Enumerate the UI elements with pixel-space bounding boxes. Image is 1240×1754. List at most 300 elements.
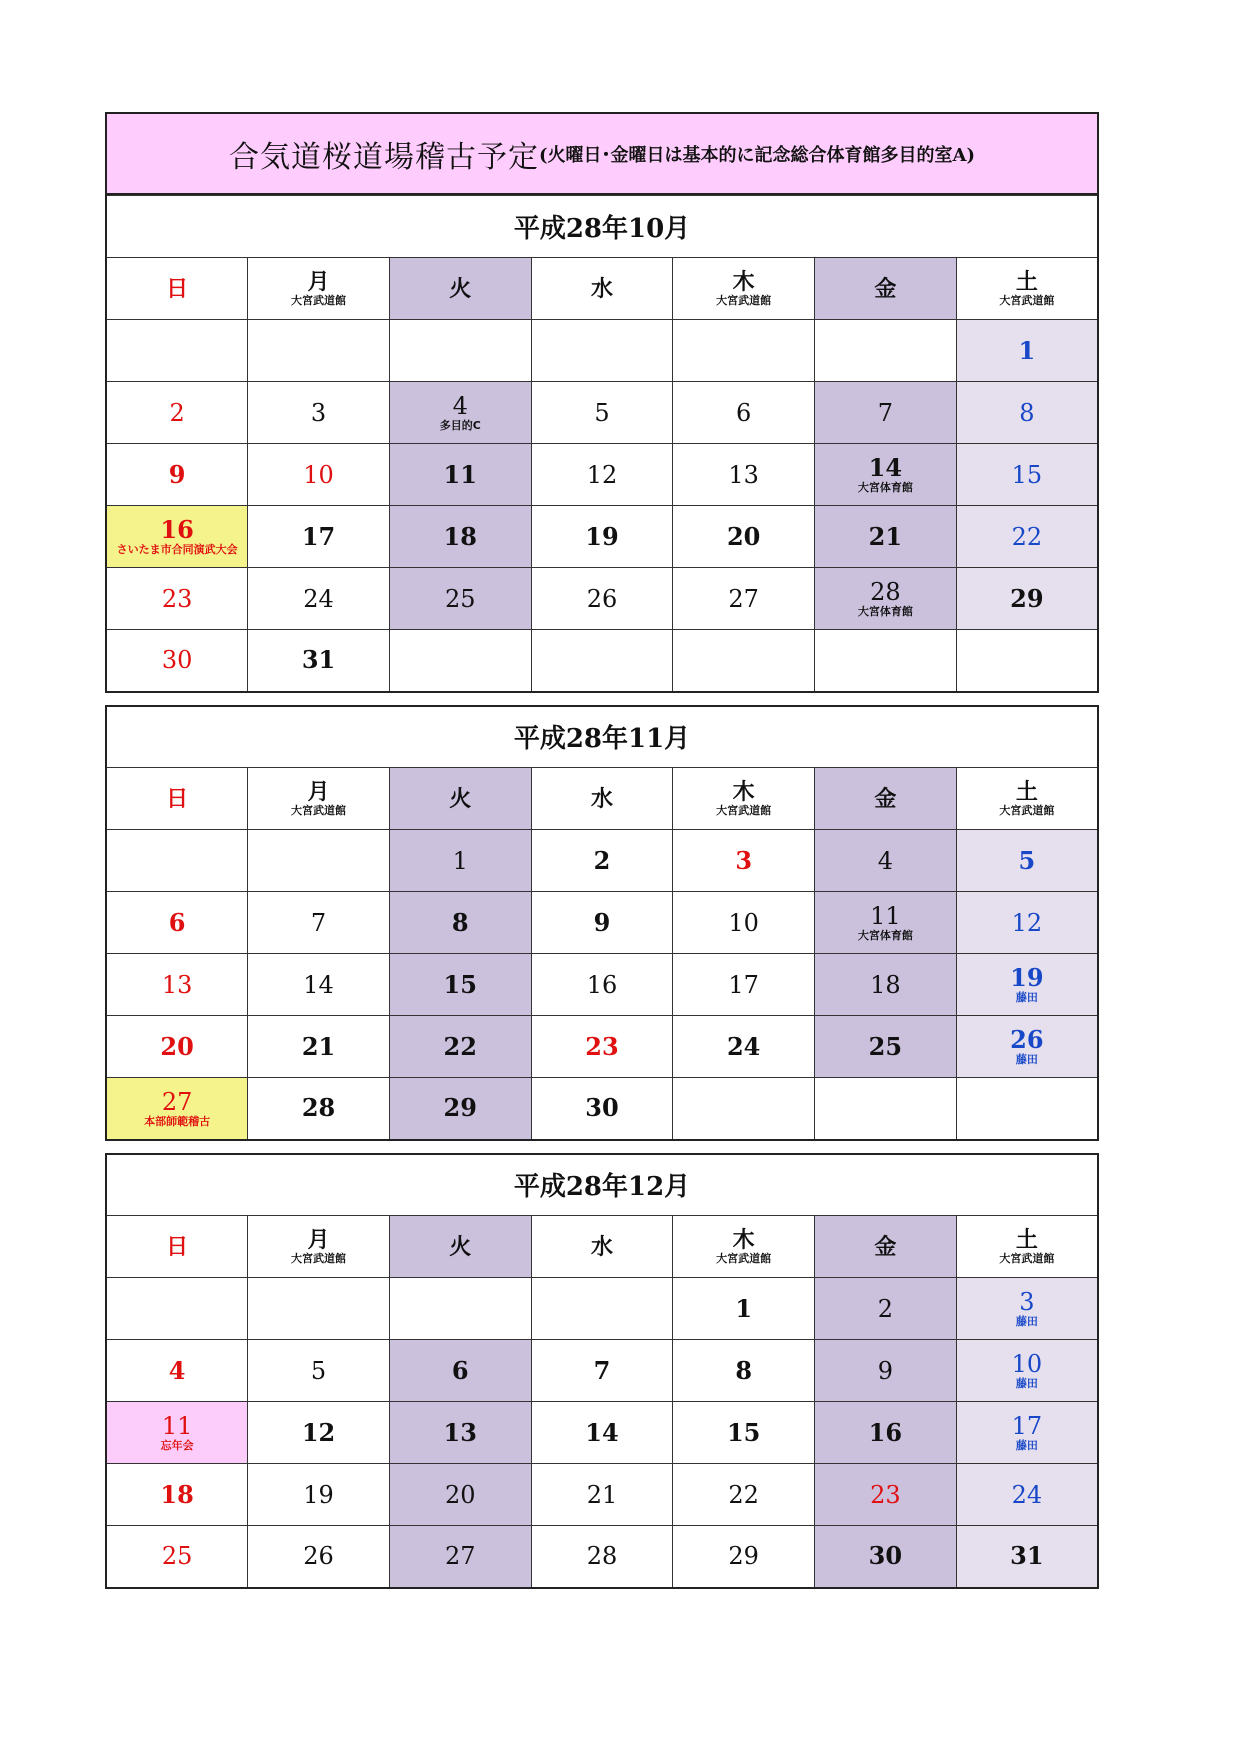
empty-day-cell (531, 630, 673, 692)
day-number: 6 (451, 1355, 469, 1385)
day-number: 30 (868, 1541, 903, 1571)
day-cell (815, 382, 957, 444)
day-cell (815, 1526, 957, 1588)
page-subtitle: (火曜日･金曜日は基本的に記念総合体育館多目的室A) (539, 144, 975, 166)
empty-day-cell (106, 1278, 248, 1340)
day-cell (389, 1526, 531, 1588)
weekday-label: 金 (874, 785, 897, 812)
weekday-header (389, 768, 531, 830)
day-number: 10 (728, 908, 759, 937)
day-cell (389, 568, 531, 630)
empty-day-cell (106, 320, 248, 382)
day-note: 藤田 (1015, 991, 1038, 1004)
weekday-venue-note: 大宮武道館 (291, 294, 347, 307)
day-cell (106, 1078, 248, 1140)
day-cell (956, 1464, 1098, 1526)
day-number: 18 (443, 521, 477, 551)
day-cell (106, 444, 248, 506)
day-cell (673, 1016, 815, 1078)
day-cell (531, 1078, 673, 1140)
empty-day-cell (673, 1078, 815, 1140)
day-cell (106, 1402, 248, 1464)
day-cell (673, 568, 815, 630)
day-cell (106, 1526, 248, 1588)
weekday-venue-note: 大宮武道館 (999, 294, 1055, 307)
day-number: 21 (586, 1480, 618, 1509)
day-number: 5 (310, 1356, 327, 1385)
weekday-label: 水 (590, 1233, 613, 1260)
day-number: 30 (585, 1093, 619, 1123)
week-row (106, 1526, 1098, 1588)
day-number: 18 (160, 1479, 194, 1509)
weekday-label: 金 (874, 1233, 897, 1260)
day-number: 1 (1018, 335, 1036, 365)
weekday-header (389, 1216, 531, 1278)
day-cell (531, 568, 673, 630)
day-number: 12 (301, 1417, 336, 1447)
day-cell (956, 320, 1098, 382)
day-number: 9 (877, 1356, 893, 1385)
empty-day-cell (389, 630, 531, 692)
day-note: 藤田 (1015, 1053, 1038, 1066)
day-cell (815, 1464, 957, 1526)
weekday-label: 月 (307, 269, 330, 295)
weekday-header (531, 258, 673, 320)
day-number: 24 (726, 1031, 761, 1061)
day-number: 21 (301, 1031, 336, 1061)
day-number: 13 (161, 970, 193, 999)
day-cell (389, 1402, 531, 1464)
day-number: 2 (877, 1294, 893, 1323)
day-cell (106, 1464, 248, 1526)
day-number: 29 (1010, 583, 1044, 613)
day-cell (956, 568, 1098, 630)
title-banner (105, 112, 1099, 195)
day-number: 1 (452, 846, 468, 875)
day-note: 藤田 (1015, 1377, 1038, 1390)
day-number: 20 (160, 1031, 194, 1061)
month-gap (105, 1141, 1099, 1153)
day-cell (531, 382, 673, 444)
day-cell (673, 892, 815, 954)
day-number: 10 (303, 460, 334, 489)
day-cell (531, 1402, 673, 1464)
day-cell (673, 506, 815, 568)
day-cell (531, 1340, 673, 1402)
day-number: 5 (1018, 845, 1036, 875)
day-number: 8 (1019, 398, 1035, 427)
day-number: 8 (735, 1355, 753, 1385)
day-cell (956, 1016, 1098, 1078)
day-note: 藤田 (1015, 1439, 1038, 1452)
day-number: 9 (593, 907, 611, 937)
weekday-label: 金 (874, 275, 897, 302)
weekday-header (106, 1216, 248, 1278)
day-number: 23 (870, 1480, 901, 1509)
weekday-header (531, 768, 673, 830)
day-number: 24 (303, 584, 334, 613)
day-number: 13 (443, 1417, 477, 1447)
weekday-header (248, 768, 390, 830)
weekday-label: 木 (732, 1227, 755, 1253)
weekday-label: 火 (449, 275, 472, 302)
day-number: 26 (303, 1542, 334, 1571)
day-cell (673, 382, 815, 444)
day-cell (673, 830, 815, 892)
day-cell (673, 1464, 815, 1526)
day-cell (956, 1278, 1098, 1340)
day-number: 11 (870, 902, 901, 930)
day-cell (106, 954, 248, 1016)
day-cell (531, 444, 673, 506)
day-cell (531, 506, 673, 568)
empty-day-cell (531, 1278, 673, 1340)
day-cell (531, 954, 673, 1016)
day-number: 10 (1011, 1350, 1043, 1378)
day-cell (248, 1526, 390, 1588)
day-cell (673, 444, 815, 506)
week-row (106, 568, 1098, 630)
month-gap (105, 693, 1099, 705)
day-number: 28 (301, 1093, 336, 1123)
day-number: 14 (303, 970, 334, 999)
day-number: 27 (728, 584, 759, 613)
day-cell (531, 830, 673, 892)
day-number: 9 (168, 459, 186, 489)
month-title: 平成28年11月 (106, 706, 1098, 768)
day-cell (531, 1016, 673, 1078)
day-cell (248, 892, 390, 954)
weekday-venue-note: 大宮武道館 (716, 1252, 772, 1265)
empty-day-cell (248, 320, 390, 382)
day-cell (389, 1078, 531, 1140)
day-number: 30 (161, 646, 193, 675)
day-cell (389, 506, 531, 568)
empty-day-cell (106, 830, 248, 892)
weekday-label: 日 (166, 1233, 189, 1260)
weekday-label: 木 (732, 269, 755, 295)
weekday-header (106, 768, 248, 830)
month-title-row (106, 706, 1098, 768)
day-note: 多目的C (439, 419, 481, 432)
day-note: 大宮体育館 (857, 929, 913, 942)
empty-day-cell (815, 320, 957, 382)
weekday-label: 木 (732, 779, 755, 805)
weekday-header-row (106, 1216, 1098, 1278)
day-number: 28 (870, 578, 901, 606)
day-cell (815, 568, 957, 630)
day-number: 11 (161, 1412, 193, 1440)
day-number: 31 (1010, 1541, 1044, 1571)
day-number: 1 (735, 1293, 753, 1323)
day-number: 16 (868, 1417, 903, 1447)
day-number: 22 (1011, 522, 1043, 551)
weekday-venue-note: 大宮武道館 (291, 1252, 347, 1265)
weekday-header (673, 258, 815, 320)
day-number: 15 (1011, 460, 1043, 489)
weekday-header (815, 1216, 957, 1278)
day-cell (815, 1016, 957, 1078)
day-cell (389, 830, 531, 892)
day-note: 大宮体育館 (857, 605, 913, 618)
day-cell (248, 444, 390, 506)
month-calendar (105, 705, 1099, 1141)
day-cell (956, 1402, 1098, 1464)
weekday-header (106, 258, 248, 320)
day-number: 7 (593, 1355, 611, 1385)
week-row (106, 1016, 1098, 1078)
day-number: 3 (310, 398, 327, 427)
day-cell (248, 1464, 390, 1526)
day-cell (673, 1340, 815, 1402)
day-number: 7 (877, 398, 893, 427)
weekday-venue-note: 大宮武道館 (999, 1252, 1055, 1265)
day-number: 3 (735, 845, 753, 875)
day-cell (531, 892, 673, 954)
day-number: 27 (161, 1087, 193, 1116)
month-title: 平成28年10月 (106, 196, 1098, 258)
day-cell (956, 830, 1098, 892)
day-number: 25 (868, 1031, 903, 1061)
day-cell (248, 506, 390, 568)
weekday-label: 日 (166, 275, 189, 302)
day-number: 26 (1010, 1025, 1044, 1054)
day-cell (956, 892, 1098, 954)
weekday-venue-note: 大宮武道館 (716, 294, 772, 307)
day-note: 本部師範稽古 (144, 1114, 211, 1128)
day-number: 20 (726, 521, 761, 551)
weekday-label: 火 (449, 1233, 472, 1260)
day-cell (531, 1526, 673, 1588)
day-cell (248, 1078, 390, 1140)
day-cell (389, 954, 531, 1016)
week-row (106, 1464, 1098, 1526)
weekday-header (389, 258, 531, 320)
day-number: 8 (451, 907, 469, 937)
day-cell (106, 630, 248, 692)
weekday-header (673, 768, 815, 830)
weekday-label: 月 (307, 1227, 330, 1253)
empty-day-cell (956, 630, 1098, 692)
week-row (106, 892, 1098, 954)
day-number: 27 (444, 1542, 476, 1571)
day-number: 25 (444, 584, 476, 613)
day-cell (956, 1340, 1098, 1402)
day-cell (248, 1016, 390, 1078)
day-number: 14 (868, 453, 903, 482)
day-number: 2 (169, 398, 185, 427)
week-row (106, 1402, 1098, 1464)
day-cell (248, 568, 390, 630)
day-cell (956, 444, 1098, 506)
day-cell (106, 506, 248, 568)
weekday-header-row (106, 258, 1098, 320)
day-cell (815, 444, 957, 506)
day-cell (531, 1464, 673, 1526)
weekday-label: 土 (1015, 1227, 1038, 1253)
month-title: 平成28年12月 (106, 1154, 1098, 1216)
day-cell (673, 1526, 815, 1588)
weekday-label: 土 (1015, 779, 1038, 805)
day-number: 5 (594, 398, 610, 427)
weekday-header (956, 768, 1098, 830)
week-row (106, 830, 1098, 892)
week-row (106, 382, 1098, 444)
day-cell (815, 830, 957, 892)
day-number: 3 (1019, 1288, 1035, 1316)
day-number: 15 (443, 969, 477, 999)
empty-day-cell (815, 630, 957, 692)
weekday-header (815, 258, 957, 320)
schedule-page (105, 112, 1099, 1589)
week-row (106, 1078, 1098, 1140)
day-cell (815, 1340, 957, 1402)
day-cell (106, 1016, 248, 1078)
week-row (106, 506, 1098, 568)
day-cell (106, 568, 248, 630)
week-row (106, 1340, 1098, 1402)
day-cell (106, 892, 248, 954)
day-cell (389, 382, 531, 444)
empty-day-cell (815, 1078, 957, 1140)
empty-day-cell (389, 320, 531, 382)
weekday-label: 月 (307, 779, 330, 805)
empty-day-cell (531, 320, 673, 382)
day-number: 17 (1011, 1412, 1043, 1440)
day-number: 16 (160, 515, 194, 544)
weekday-header-row (106, 768, 1098, 830)
weekday-label: 水 (590, 785, 613, 812)
day-number: 6 (168, 907, 186, 937)
weekday-header (531, 1216, 673, 1278)
day-number: 18 (870, 970, 901, 999)
day-cell (815, 1402, 957, 1464)
day-number: 24 (1011, 1480, 1043, 1509)
day-number: 12 (1011, 908, 1043, 937)
day-cell (673, 954, 815, 1016)
day-cell (248, 630, 390, 692)
empty-day-cell (956, 1078, 1098, 1140)
day-number: 13 (728, 460, 759, 489)
day-cell (106, 1340, 248, 1402)
day-cell (389, 1016, 531, 1078)
empty-day-cell (248, 1278, 390, 1340)
day-note: 藤田 (1015, 1315, 1038, 1328)
week-row (106, 630, 1098, 692)
day-cell (815, 1278, 957, 1340)
day-cell (106, 382, 248, 444)
day-number: 23 (161, 584, 193, 613)
weekday-label: 土 (1015, 269, 1038, 295)
day-number: 29 (728, 1542, 759, 1571)
day-cell (956, 954, 1098, 1016)
weekday-header (815, 768, 957, 830)
weekday-venue-note: 大宮武道館 (999, 804, 1055, 817)
day-number: 28 (586, 1542, 618, 1571)
day-number: 2 (593, 845, 611, 875)
weekday-header (248, 258, 390, 320)
day-number: 19 (1010, 963, 1044, 992)
empty-day-cell (673, 630, 815, 692)
weekday-label: 水 (590, 275, 613, 302)
day-cell (673, 1402, 815, 1464)
week-row (106, 1278, 1098, 1340)
day-number: 16 (586, 970, 618, 999)
day-cell (248, 1402, 390, 1464)
day-note: 大宮体育館 (857, 481, 913, 494)
day-number: 19 (303, 1480, 334, 1509)
week-row (106, 954, 1098, 1016)
day-cell (248, 1340, 390, 1402)
day-number: 22 (728, 1480, 759, 1509)
month-calendar (105, 1153, 1099, 1589)
day-number: 22 (443, 1031, 477, 1061)
day-number: 7 (310, 908, 327, 937)
weekday-label: 火 (449, 785, 472, 812)
day-number: 14 (585, 1417, 619, 1447)
day-number: 26 (586, 584, 618, 613)
weekday-header (956, 1216, 1098, 1278)
day-number: 23 (585, 1031, 619, 1061)
weekday-header (673, 1216, 815, 1278)
day-number: 17 (301, 521, 336, 551)
day-note: 忘年会 (160, 1439, 194, 1452)
empty-day-cell (389, 1278, 531, 1340)
day-cell (389, 1464, 531, 1526)
empty-day-cell (673, 320, 815, 382)
day-cell (815, 954, 957, 1016)
week-row (106, 320, 1098, 382)
day-cell (956, 382, 1098, 444)
weekday-header (956, 258, 1098, 320)
day-cell (673, 1278, 815, 1340)
day-cell (815, 892, 957, 954)
weekday-venue-note: 大宮武道館 (291, 804, 347, 817)
weekday-venue-note: 大宮武道館 (716, 804, 772, 817)
day-number: 15 (726, 1417, 761, 1447)
month-title-row (106, 196, 1098, 258)
day-cell (248, 954, 390, 1016)
day-cell (248, 382, 390, 444)
day-cell (956, 1526, 1098, 1588)
day-number: 4 (877, 846, 893, 875)
day-number: 4 (168, 1355, 186, 1385)
month-title-row (106, 1154, 1098, 1216)
page-title: 合気道桜道場稽古予定 (229, 139, 539, 175)
day-cell (815, 506, 957, 568)
day-cell (389, 892, 531, 954)
day-cell (389, 444, 531, 506)
day-number: 4 (452, 392, 468, 420)
weekday-label: 日 (166, 785, 189, 812)
day-number: 12 (586, 460, 618, 489)
day-note: さいたま市合同演武大会 (116, 543, 238, 556)
day-number: 6 (736, 398, 752, 427)
empty-day-cell (248, 830, 390, 892)
month-calendar (105, 195, 1099, 693)
day-number: 17 (728, 970, 759, 999)
day-cell (956, 506, 1098, 568)
day-number: 31 (301, 645, 336, 675)
weekday-header (248, 1216, 390, 1278)
day-number: 19 (585, 521, 619, 551)
day-cell (389, 1340, 531, 1402)
day-number: 11 (443, 459, 477, 489)
calendar-months (105, 195, 1099, 1589)
day-number: 20 (444, 1480, 476, 1509)
day-number: 21 (868, 521, 903, 551)
day-number: 25 (161, 1542, 193, 1571)
